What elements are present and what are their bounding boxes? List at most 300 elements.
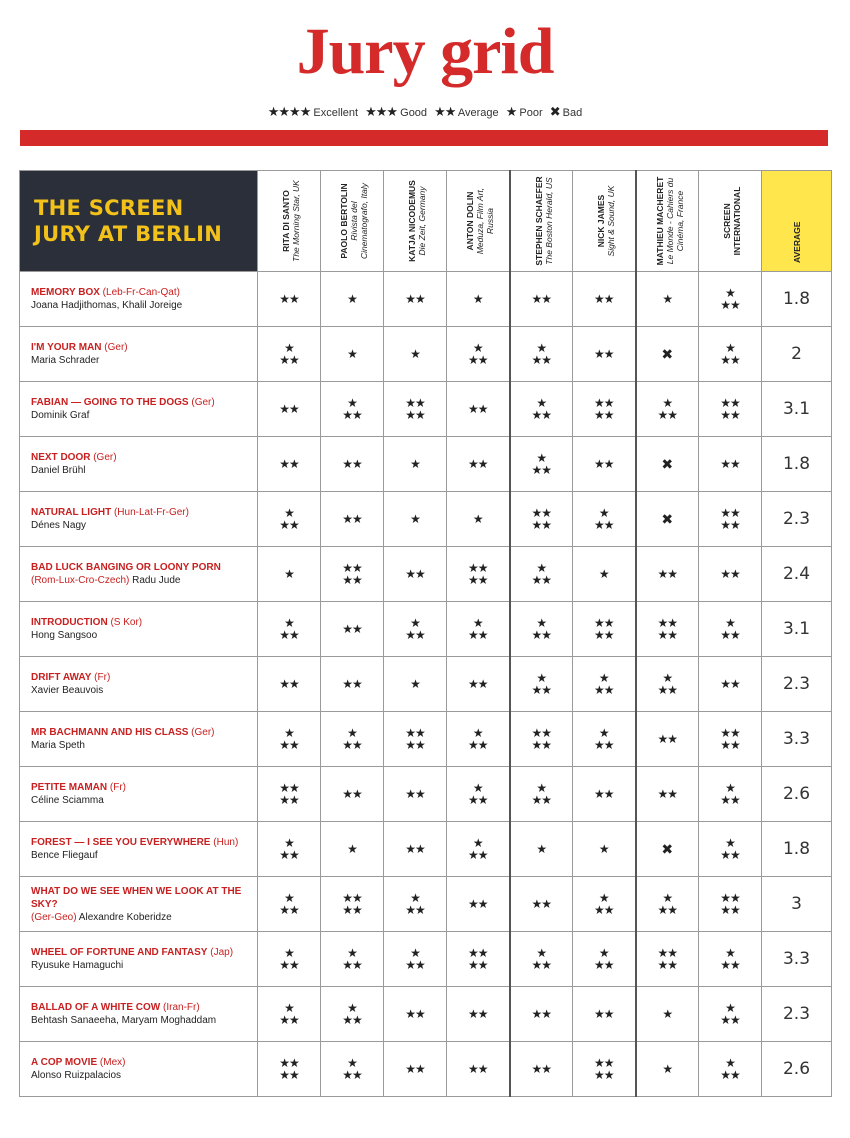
critic-name: KATJA NICODEMUS	[407, 180, 417, 262]
star-rating-icon: ★ ★★	[405, 946, 425, 972]
jury-grid-table	[19, 170, 832, 1097]
critic-score	[636, 932, 699, 987]
critic-name: SCREEN	[722, 203, 732, 239]
film-country: (Mex)	[97, 1057, 126, 1068]
critic-score	[699, 327, 762, 382]
critic-score	[258, 657, 321, 712]
critic-publication: Cinéma, France	[674, 190, 685, 252]
average-score: 2	[762, 327, 832, 382]
star-rating-icon: ★	[598, 842, 609, 856]
film-title	[31, 1056, 257, 1069]
critic-score	[258, 932, 321, 987]
critic-score	[258, 547, 321, 602]
star-rating-icon: ★★	[657, 787, 677, 801]
jury-title-block	[20, 171, 258, 272]
star-rating-icon: ★★	[405, 787, 425, 801]
film-director-name: Maria Schrader	[31, 355, 100, 366]
critic-score	[573, 327, 636, 382]
critic-score	[699, 657, 762, 712]
critic-score	[258, 382, 321, 437]
film-title-text: FOREST — I SEE YOU EVERYWHERE	[31, 837, 211, 848]
critic-score	[699, 822, 762, 877]
critic-header	[573, 171, 636, 272]
average-score: 2.6	[762, 1042, 832, 1097]
table-row	[20, 987, 832, 1042]
table-row	[20, 932, 832, 987]
star-rating-icon: ★★	[531, 1062, 551, 1076]
critic-score	[258, 492, 321, 547]
critic-score	[321, 822, 384, 877]
film-title-text: BAD LUCK BANGING OR LOONY PORN	[31, 562, 221, 573]
header-row	[20, 171, 832, 272]
star-rating-icon: ★ ★★	[593, 726, 614, 752]
star-rating-icon: ★★	[720, 457, 740, 471]
film-country: (S Kor)	[107, 617, 143, 628]
critic-score	[510, 1042, 573, 1097]
critic-score	[510, 767, 573, 822]
star-rating-icon: ★	[472, 292, 483, 306]
star-rating-icon: ★	[662, 292, 673, 306]
critic-score	[636, 602, 699, 657]
critic-score	[447, 272, 510, 327]
average-score: 1.8	[762, 272, 832, 327]
critic-score	[321, 712, 384, 767]
critic-score	[510, 877, 573, 932]
star-rating-icon: ★ ★★	[467, 726, 488, 752]
film-director	[31, 574, 257, 587]
critic-score	[636, 712, 699, 767]
film-director-name: Hong Sangsoo	[31, 630, 98, 641]
star-rating-icon: ★★ ★★	[593, 1056, 614, 1082]
legend-item	[365, 104, 431, 119]
star-rating-icon: ★ ★★	[279, 1001, 299, 1027]
film-director-name: Dénes Nagy	[31, 520, 87, 531]
average-score: 3.3	[762, 932, 832, 987]
film-title	[31, 506, 257, 519]
star-rating-icon: ★★	[342, 622, 362, 636]
star-rating-icon: ★	[347, 347, 357, 361]
critic-score	[384, 877, 447, 932]
star-rating-icon: ★★	[720, 677, 740, 691]
film-title	[31, 885, 257, 911]
star-rating-icon: ★★	[405, 292, 425, 306]
critic-score	[321, 932, 384, 987]
page-title: Jury grid	[296, 15, 554, 88]
film-cell	[20, 657, 258, 712]
critic-score	[699, 987, 762, 1042]
average-score: 3.3	[762, 712, 832, 767]
legend-item	[549, 104, 583, 119]
critic-score	[573, 437, 636, 492]
critic-score	[384, 382, 447, 437]
film-title	[31, 781, 257, 794]
star-rating-icon: ★★ ★★	[593, 616, 614, 642]
star-rating-icon: ★★	[531, 897, 551, 911]
critic-name: NICK JAMES	[596, 194, 606, 248]
critic-score	[321, 987, 384, 1042]
critic-publication: Meduza, Film Art,	[475, 187, 485, 255]
film-country: (Ger)	[101, 342, 128, 353]
critic-name: MATHIEU MACHERET	[654, 176, 665, 266]
star-rating-icon: ★★	[531, 1007, 551, 1021]
film-country: (Fr)	[91, 672, 111, 683]
cross-icon: ✖	[549, 104, 560, 119]
film-director	[31, 464, 257, 477]
star-rating-icon: ★ ★★	[720, 341, 740, 367]
star-rating-icon: ★ ★★	[593, 671, 614, 697]
critic-score	[447, 1042, 510, 1097]
critic-header	[699, 171, 762, 272]
film-title	[31, 286, 257, 299]
star-rating-icon: ★★	[467, 1007, 488, 1021]
film-title	[31, 561, 257, 574]
film-cell	[20, 492, 258, 547]
star-rating-icon: ★★	[657, 732, 677, 746]
critic-score	[384, 602, 447, 657]
star-rating-icon: ★ ★★	[720, 616, 740, 642]
red-divider-bar	[20, 130, 828, 146]
film-country: (Hun)	[210, 837, 239, 848]
star-rating-icon: ★★	[434, 104, 456, 119]
film-title-text: DRIFT AWAY	[31, 672, 92, 683]
star-rating-icon: ★★	[467, 677, 488, 691]
film-country: (Ger-Geo)	[31, 911, 79, 923]
table-row	[20, 657, 832, 712]
film-country: (Hun-Lat-Fr-Ger)	[111, 507, 189, 518]
star-rating-icon: ★★	[405, 1062, 425, 1076]
star-rating-icon: ★ ★★	[279, 506, 299, 532]
star-rating-icon: ★★	[720, 567, 740, 581]
critic-score	[699, 932, 762, 987]
star-rating-icon: ★ ★★	[657, 396, 677, 422]
star-rating-icon: ★ ★★	[593, 506, 614, 532]
critic-publication: Die Zeit, Germany	[417, 186, 427, 256]
table-row	[20, 767, 832, 822]
critic-score	[384, 327, 447, 382]
critic-label	[585, 175, 627, 267]
critic-score	[384, 712, 447, 767]
star-rating-icon: ★★	[593, 347, 614, 361]
critic-publication: Rivista del	[349, 201, 359, 241]
film-title	[31, 946, 257, 959]
cross-icon: ✖	[661, 455, 674, 472]
legend-item	[505, 104, 546, 119]
critic-score	[447, 602, 510, 657]
film-cell	[20, 932, 258, 987]
critic-score	[447, 712, 510, 767]
critic-score	[510, 987, 573, 1042]
legend-label: Average	[455, 107, 502, 119]
film-country: (Iran-Fr)	[160, 1002, 200, 1013]
star-rating-icon: ★ ★★	[342, 726, 362, 752]
critic-label	[333, 175, 375, 267]
critic-score	[699, 767, 762, 822]
critic-score	[636, 1042, 699, 1097]
table-row	[20, 382, 832, 437]
star-rating-icon: ★ ★★	[405, 891, 425, 917]
critic-score	[573, 767, 636, 822]
star-rating-icon: ★★ ★★	[342, 891, 362, 917]
critic-score	[384, 492, 447, 547]
star-rating-icon: ★ ★★	[531, 671, 551, 697]
legend-label: Good	[397, 107, 431, 119]
critic-score	[699, 1042, 762, 1097]
critic-score	[447, 382, 510, 437]
star-rating-icon: ★★	[279, 457, 299, 471]
star-rating-icon: ★ ★★	[720, 836, 740, 862]
critic-score	[636, 987, 699, 1042]
star-rating-icon: ★	[284, 567, 294, 581]
film-director	[31, 409, 257, 422]
critic-score	[321, 272, 384, 327]
star-rating-icon: ★ ★★	[342, 946, 362, 972]
critic-score	[384, 987, 447, 1042]
critic-publication: Sight & Sound, UK	[606, 185, 616, 257]
critic-score	[321, 437, 384, 492]
critic-score	[636, 547, 699, 602]
critic-score	[258, 877, 321, 932]
star-rating-icon: ★ ★★	[342, 1056, 362, 1082]
star-rating-icon: ★ ★★	[467, 836, 488, 862]
table-row	[20, 492, 832, 547]
critic-score	[636, 327, 699, 382]
critic-score	[636, 877, 699, 932]
film-title	[31, 671, 257, 684]
critic-score	[258, 437, 321, 492]
average-score: 3.1	[762, 602, 832, 657]
star-rating-icon: ★★	[593, 292, 614, 306]
film-country: (Fr)	[107, 782, 126, 793]
film-title	[31, 396, 257, 409]
star-rating-icon: ★ ★★	[720, 1001, 740, 1027]
star-rating-icon: ★ ★★	[531, 451, 551, 477]
critic-score	[384, 1042, 447, 1097]
star-rating-icon: ★ ★★	[279, 946, 299, 972]
star-rating-icon: ★ ★★	[279, 726, 299, 752]
film-cell	[20, 382, 258, 437]
film-director	[31, 354, 257, 367]
star-rating-icon: ★★	[279, 402, 299, 416]
star-rating-icon: ★★	[342, 677, 362, 691]
critic-score	[636, 272, 699, 327]
jury-title-line-2: JURY AT BERLIN	[34, 222, 223, 246]
star-rating-icon: ★ ★★	[531, 341, 551, 367]
star-rating-icon: ★	[347, 292, 357, 306]
film-title	[31, 616, 257, 629]
film-director-name: Dominik Graf	[31, 410, 90, 421]
film-title-text: WHAT DO WE SEE WHEN WE LOOK AT THE SKY?	[31, 885, 242, 910]
critic-name: RITA DI SANTO	[281, 190, 291, 252]
legend-label: Poor	[516, 107, 546, 119]
star-rating-icon: ★ ★★	[657, 891, 677, 917]
film-title	[31, 1001, 257, 1014]
critic-header	[510, 171, 573, 272]
film-director	[31, 1069, 257, 1082]
star-rating-icon: ★	[410, 512, 420, 526]
star-rating-icon: ★★	[405, 1007, 425, 1021]
average-label: AVERAGE	[792, 221, 802, 263]
film-title-text: I'M YOUR MAN	[31, 342, 102, 353]
critic-score	[573, 547, 636, 602]
star-rating-icon: ★★ ★★	[405, 396, 425, 422]
critic-score	[510, 602, 573, 657]
critic-header	[447, 171, 510, 272]
average-score: 3	[762, 877, 832, 932]
star-rating-icon: ★ ★★	[720, 946, 740, 972]
table-row	[20, 822, 832, 877]
film-director	[31, 959, 257, 972]
critic-score	[447, 932, 510, 987]
critic-score	[321, 492, 384, 547]
star-rating-icon: ★ ★★	[279, 616, 299, 642]
star-rating-icon: ★	[536, 842, 547, 856]
star-rating-icon: ★★	[657, 567, 677, 581]
critic-score	[510, 382, 573, 437]
film-cell	[20, 877, 258, 932]
critic-score	[321, 602, 384, 657]
critic-score	[447, 327, 510, 382]
critic-label	[649, 175, 691, 267]
star-rating-icon: ★ ★★	[531, 946, 551, 972]
star-rating-icon: ★	[662, 1062, 673, 1076]
critic-score	[447, 877, 510, 932]
critic-score	[573, 272, 636, 327]
star-rating-icon: ★ ★★	[720, 781, 740, 807]
average-header	[762, 171, 832, 272]
film-director-name: Alexandre Koberidze	[78, 911, 172, 923]
critic-score	[258, 1042, 321, 1097]
film-director-name: Alonso Ruizpalacios	[31, 1070, 122, 1081]
film-title	[31, 341, 257, 354]
star-rating-icon: ★ ★★	[467, 781, 488, 807]
film-cell	[20, 602, 258, 657]
star-rating-icon: ★★ ★★	[657, 616, 677, 642]
rating-legend	[0, 104, 850, 120]
film-country: (Ger)	[90, 452, 117, 463]
table-row	[20, 712, 832, 767]
grid-body	[20, 272, 832, 1097]
average-score: 3.1	[762, 382, 832, 437]
film-cell	[20, 767, 258, 822]
critic-score	[699, 492, 762, 547]
star-rating-icon: ★ ★★	[467, 341, 488, 367]
star-rating-icon: ★★ ★★	[720, 891, 740, 917]
film-cell	[20, 1042, 258, 1097]
film-cell	[20, 272, 258, 327]
critic-score	[258, 987, 321, 1042]
film-country: (Jap)	[207, 947, 234, 958]
film-cell	[20, 547, 258, 602]
legend-label: Excellent	[310, 107, 362, 119]
film-cell	[20, 987, 258, 1042]
star-rating-icon: ★ ★★	[467, 616, 488, 642]
critic-score	[510, 822, 573, 877]
critic-score	[636, 767, 699, 822]
cross-icon: ✖	[661, 840, 674, 857]
film-director	[31, 794, 257, 807]
critic-score	[321, 877, 384, 932]
film-director	[31, 739, 257, 752]
critic-score	[510, 272, 573, 327]
film-title-text: PETITE MAMAN	[31, 782, 108, 793]
film-director	[31, 629, 257, 642]
star-rating-icon: ★★ ★★	[531, 726, 551, 752]
critic-publication: Russia	[485, 208, 495, 234]
star-rating-icon: ★ ★★	[720, 1056, 740, 1082]
critic-score	[510, 327, 573, 382]
star-rating-icon: ★★	[342, 787, 362, 801]
star-rating-icon: ★ ★★	[342, 396, 362, 422]
star-rating-icon: ★	[347, 842, 357, 856]
star-rating-icon: ★ ★★	[342, 1001, 362, 1027]
critic-publication: Le Monde - Cahiers du	[664, 177, 675, 265]
critic-score	[636, 822, 699, 877]
critic-header	[384, 171, 447, 272]
critic-score	[447, 547, 510, 602]
star-rating-icon: ★★ ★★	[405, 726, 425, 752]
critic-score	[321, 1042, 384, 1097]
star-rating-icon: ★★	[342, 512, 362, 526]
critic-score	[699, 437, 762, 492]
star-rating-icon: ★ ★★	[531, 396, 551, 422]
film-director-name: Bence Fliegauf	[31, 850, 98, 861]
critic-score	[321, 382, 384, 437]
star-rating-icon: ★ ★★	[279, 891, 299, 917]
critic-score	[510, 492, 573, 547]
critic-score	[447, 822, 510, 877]
critic-score	[636, 437, 699, 492]
film-director	[31, 911, 257, 924]
film-director-name: Radu Jude	[132, 575, 181, 586]
film-cell	[20, 822, 258, 877]
star-rating-icon: ★★ ★★	[720, 726, 740, 752]
table-row	[20, 1042, 832, 1097]
critic-score	[384, 272, 447, 327]
critic-score	[321, 547, 384, 602]
critic-score	[636, 382, 699, 437]
critic-score	[258, 602, 321, 657]
critic-score	[510, 657, 573, 712]
critic-score	[447, 767, 510, 822]
critic-score	[573, 877, 636, 932]
average-score: 1.8	[762, 437, 832, 492]
critic-score	[321, 327, 384, 382]
average-score: 2.3	[762, 657, 832, 712]
critic-score	[447, 657, 510, 712]
film-country: (Ger)	[188, 727, 215, 738]
cross-icon: ✖	[661, 345, 674, 362]
star-rating-icon: ★★★	[365, 104, 398, 119]
critic-score	[573, 602, 636, 657]
table-row	[20, 602, 832, 657]
star-rating-icon: ★★	[467, 897, 488, 911]
star-rating-icon: ★ ★★	[593, 891, 614, 917]
critic-publication: INTERNATIONAL	[732, 186, 742, 256]
star-rating-icon: ★	[598, 567, 609, 581]
critic-score	[321, 657, 384, 712]
critic-score	[573, 712, 636, 767]
critic-score	[384, 822, 447, 877]
critic-score	[699, 382, 762, 437]
critic-score	[258, 767, 321, 822]
star-rating-icon: ★★ ★★	[467, 946, 488, 972]
star-rating-icon: ★	[505, 104, 517, 119]
jury-title-line-1: THE SCREEN	[34, 196, 184, 220]
critic-score	[258, 822, 321, 877]
critic-score	[384, 932, 447, 987]
critic-score	[258, 712, 321, 767]
star-rating-icon: ★	[410, 347, 420, 361]
